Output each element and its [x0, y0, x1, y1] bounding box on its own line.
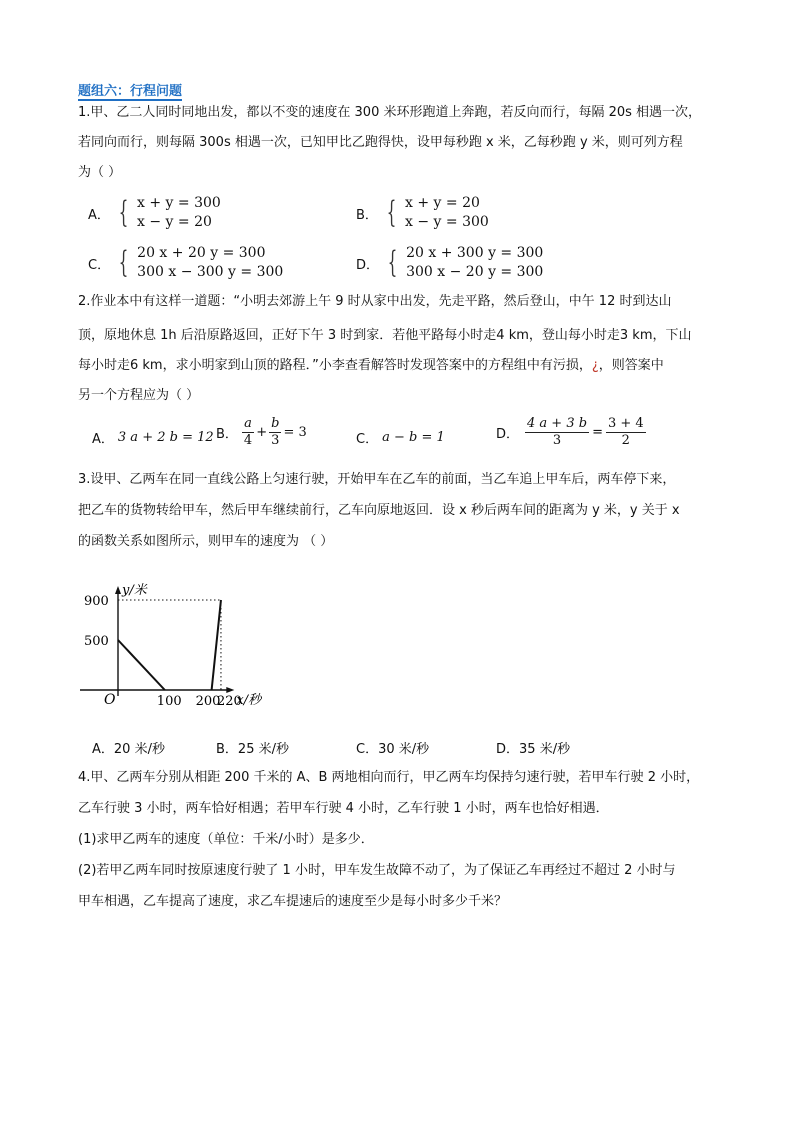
q2-line-3-tail: ，则答案中	[598, 358, 664, 373]
option-label: D．	[496, 742, 520, 757]
origin-label: O	[104, 692, 116, 708]
series-line-segment2	[212, 600, 221, 690]
denominator: 3	[271, 433, 280, 448]
equation: 300 x − 20 y = 300	[406, 264, 544, 280]
option-label: D．	[496, 427, 520, 442]
plus-sign: +	[256, 425, 268, 440]
option-text: 25 米/秒	[237, 742, 289, 757]
q3-option-b[interactable]	[216, 738, 289, 757]
q2-option-c[interactable]	[356, 428, 445, 447]
fraction	[606, 416, 646, 449]
option-text: 20 米/秒	[113, 742, 165, 757]
series-line-segment1	[118, 640, 165, 690]
option-text: 30 米/秒	[378, 742, 430, 757]
q2-line-3	[78, 356, 664, 376]
q4-line-1: 4.甲、乙两车分别从相距 200 千米的 A、B 两地相向而行，甲乙两车均保持匀速行驶，若甲车行驶 2 小时，	[78, 770, 700, 785]
brace-symbol: {	[387, 245, 398, 280]
x-axis-label: x/秒	[236, 693, 262, 708]
y-axis-label: y/米	[122, 583, 147, 598]
equation: x + y = 300	[137, 195, 221, 211]
q3-line-3: 的函数关系如图所示，则甲车的速度为 （ ）	[78, 534, 334, 549]
q1-option-c[interactable]	[88, 244, 283, 282]
q2-line-3-text: 每小时走6 km，求小明家到山顶的路程．”小李查看解答时发现答案中的方程组中有污损，	[78, 358, 592, 373]
q2-option-d[interactable]	[496, 416, 646, 449]
q2-line-4: 另一个方程应为（ ）	[78, 388, 200, 403]
q1-line-3: 为（ ）	[78, 165, 122, 180]
y-axis-arrow	[115, 586, 121, 594]
x-tick-label: 200	[195, 694, 221, 709]
x-axis-arrow	[226, 687, 234, 693]
option-label: B．	[356, 207, 378, 223]
expression: 3 a + 2 b = 12	[117, 430, 214, 445]
numerator: b	[271, 416, 280, 431]
equation: 20 x + 20 y = 300	[137, 245, 266, 261]
equals-sign: =	[592, 425, 603, 440]
option-label: A．	[88, 207, 110, 223]
q4-part-1: (1)求甲乙两车的速度（单位：千米/小时）是多少．	[78, 832, 374, 847]
equation: x − y = 20	[137, 214, 212, 230]
option-label: C．	[356, 742, 379, 757]
q3-option-c[interactable]	[356, 738, 429, 757]
q1-option-b[interactable]	[356, 194, 489, 232]
option-label: D．	[356, 257, 380, 273]
distance-time-graph	[80, 558, 360, 718]
fraction	[525, 416, 589, 449]
brace-symbol: {	[118, 245, 129, 280]
fraction	[269, 416, 281, 449]
x-tick-label: 100	[156, 694, 182, 709]
q1-line-2: 若同向而行，则每隔 300s 相遇一次，已知甲比乙跑得快，设甲每秒跑 x 米，乙每秒跑 y 米，则可列方程	[78, 135, 683, 150]
option-label: B．	[216, 742, 238, 757]
equals-value: = 3	[283, 425, 307, 440]
section-title: 题组六：行程问题	[78, 80, 182, 101]
equation: 300 x − 300 y = 300	[137, 264, 284, 280]
fraction	[242, 416, 254, 449]
q1-option-d[interactable]	[356, 244, 543, 282]
y-tick-label: 500	[84, 634, 109, 649]
q2-line-1: 2.作业本中有这样一道题：“小明去郊游上午 9 时从家中出发，先走平路，然后登山，中午 12 时到达山	[78, 294, 672, 309]
option-label: C．	[356, 432, 379, 447]
option-label: A．	[92, 432, 114, 447]
q2-option-a[interactable]	[92, 428, 214, 447]
q1-option-a[interactable]	[88, 194, 221, 232]
numerator: 3 + 4	[607, 416, 644, 431]
denominator: 4	[243, 433, 253, 448]
q4-part-2-line-2: 甲车相遇，乙车提高了速度，求乙车提速后的速度至少是每小时多少千米？	[78, 894, 508, 909]
q3-option-a[interactable]	[92, 738, 165, 757]
stain-symbol: ¿	[591, 358, 599, 373]
y-tick-label: 900	[84, 594, 109, 609]
q2-option-b[interactable]	[216, 416, 307, 449]
expression: a − b = 1	[382, 430, 445, 445]
denominator: 2	[621, 433, 630, 448]
option-label: C．	[88, 257, 111, 273]
q4-line-2: 乙车行驶 3 小时，两车恰好相遇；若甲车行驶 4 小时，乙车行驶 1 小时，两车也恰好相遇．	[78, 801, 609, 816]
option-label: A．	[92, 742, 114, 757]
q4-part-2-line-1: (2)若甲乙两车同时按原速度行驶了 1 小时，甲车发生故障不动了，为了保证乙车再经过不超过 2 小时与	[78, 863, 676, 878]
numerator: 4 a + 3 b	[527, 416, 588, 431]
numerator: a	[244, 416, 252, 431]
equation: x − y = 300	[405, 214, 489, 230]
brace-symbol: {	[386, 195, 397, 230]
q1-line-1: 1.甲、乙二人同时同地出发，都以不变的速度在 300 米环形跑道上奔跑，若反向而行，每隔 20s 相遇一次，	[78, 105, 702, 120]
brace-symbol: {	[118, 195, 129, 230]
q2-line-2: 顶，原地休息 1h 后沿原路返回，正好下午 3 时到家．若他平路每小时走4 km，登山每小时走3 km，下山	[78, 328, 692, 343]
q3-line-2: 把乙车的货物转给甲车，然后甲车继续前行，乙车向原地返回．设 x 秒后两车间的距离为 y 米，y 关于 x	[78, 503, 680, 518]
option-label: B．	[216, 427, 238, 442]
q3-option-d[interactable]	[496, 738, 570, 757]
denominator: 3	[552, 433, 562, 448]
option-text: 35 米/秒	[519, 742, 571, 757]
equation: x + y = 20	[405, 195, 480, 211]
equation: 20 x + 300 y = 300	[406, 245, 544, 261]
x-tick-label: 220	[216, 694, 242, 709]
q3-line-1: 3.设甲、乙两车在同一直线公路上匀速行驶，开始甲车在乙车的前面，当乙车追上甲车后，两车停下来，	[78, 472, 676, 487]
